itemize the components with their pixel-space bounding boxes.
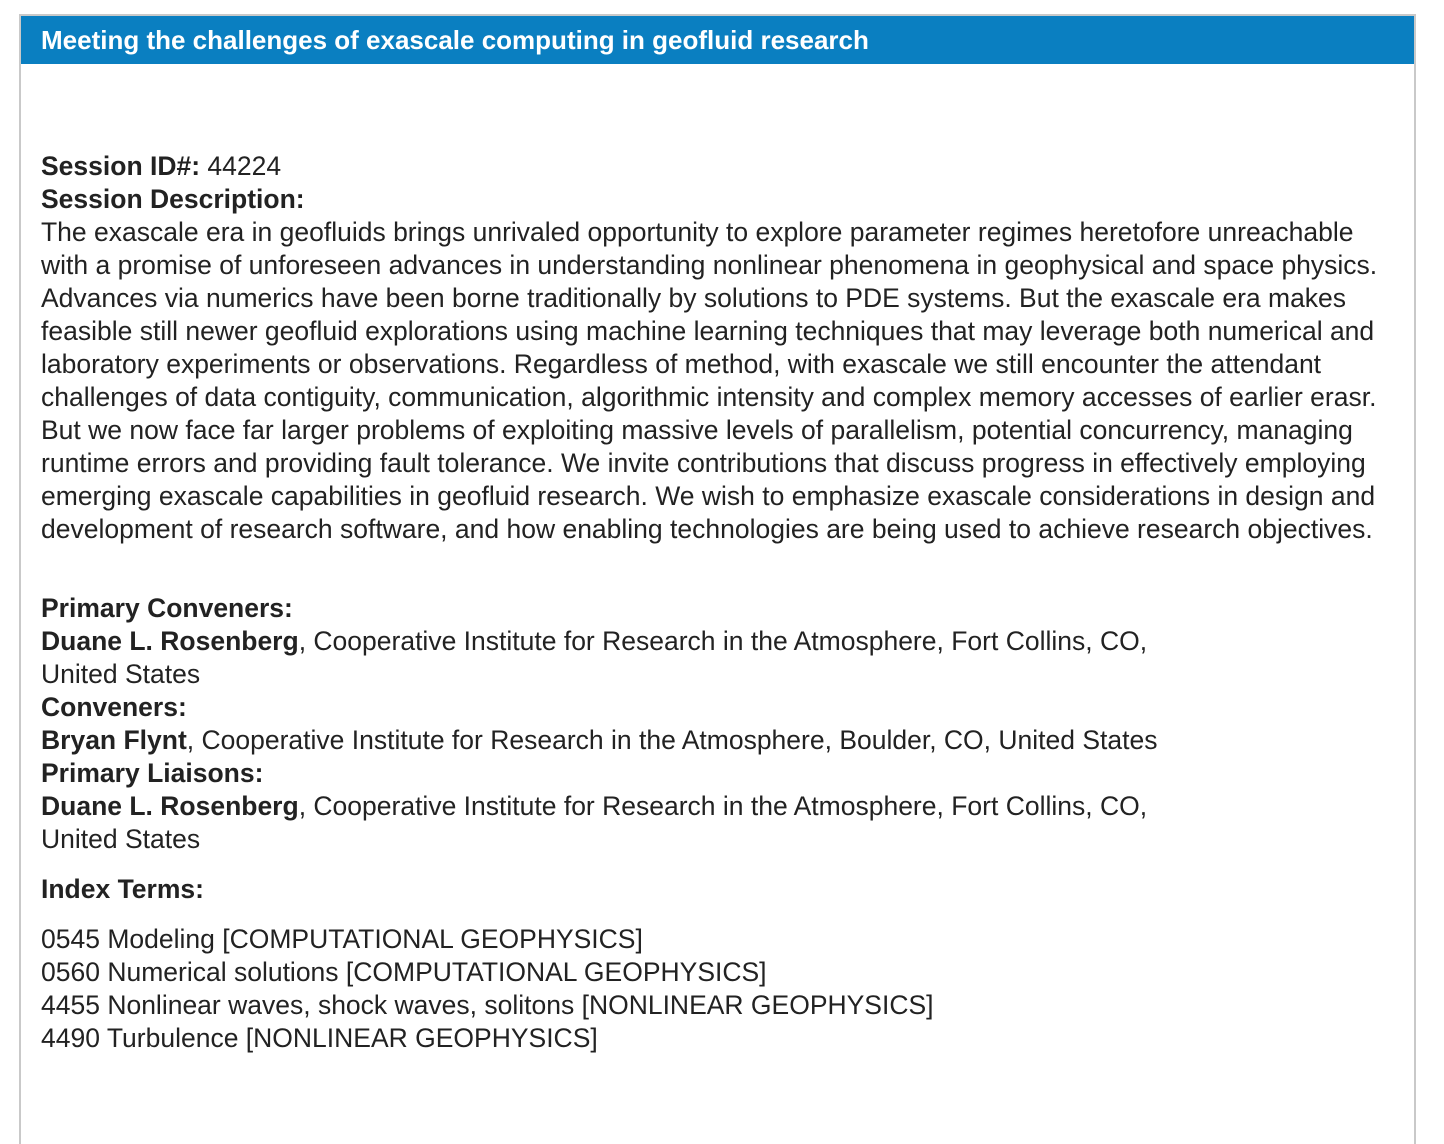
session-description-label: Session Description:: [41, 184, 305, 214]
index-term: 0560 Numerical solutions [COMPUTATIONAL GEOPHYSICS]: [41, 957, 767, 987]
spacer: [41, 546, 1401, 592]
panel-header: [21, 16, 1414, 64]
session-panel: [19, 14, 1416, 1144]
primary-liaison-name: Duane L. Rosenberg: [41, 791, 299, 821]
session-id-row: [41, 150, 1401, 183]
primary-conveners-label: Primary Conveners:: [41, 593, 293, 623]
index-term: 4455 Nonlinear waves, shock waves, solitons [NONLINEAR GEOPHYSICS]: [41, 990, 934, 1020]
index-terms-list: [41, 923, 1401, 1055]
spacer: [41, 906, 1401, 923]
convener-entry: [41, 724, 1401, 757]
primary-convener-affiliation: , Cooperative Institute for Research in the Atmosphere, Fort Collins, CO,: [298, 626, 1148, 656]
spacer: [41, 856, 1401, 873]
primary-liaisons-label: Primary Liaisons:: [41, 758, 264, 788]
session-description: The exascale era in geofluids brings unrivaled opportunity to explore parameter regimes heretofore unreachable with a promise of unforeseen advances in understanding nonlinear phenomena in geophysical and space physics. Advances via numerics have been borne traditionally by solutions to PDE systems. But the exascale era makes feasible still newer geofluid explorations using machine learning techniques that may leverage both numerical and laboratory experiments or observations. Regardless of method, with exascale we still encounter the attendant challenges of data contiguity, communication, algorithmic intensity and complex memory accesses of earlier erasr. But we now face far larger problems of exploiting massive levels of parallelism, potential concurrency, managing runtime errors and providing fault tolerance. We invite contributions that discuss progress in effectively employing emerging exascale capabilities in geofluid research. We wish to emphasize exascale considerations in design and development of research software, and how enabling technologies are being used to achieve research objectives.: [41, 217, 1378, 544]
conveners-label: Conveners:: [41, 692, 187, 722]
primary-liaison-affiliation: , Cooperative Institute for Research in the Atmosphere, Fort Collins, CO,: [298, 791, 1148, 821]
convener-affiliation: , Cooperative Institute for Research in the Atmosphere, Boulder, CO, United States: [186, 725, 1158, 755]
session-content: [41, 150, 1401, 1055]
primary-liaison-entry: [41, 790, 1401, 823]
index-term: 4490 Turbulence [NONLINEAR GEOPHYSICS]: [41, 1023, 598, 1053]
session-id-value: 44224: [200, 151, 282, 181]
primary-liaison-country: United States: [41, 824, 201, 854]
primary-convener-entry: [41, 625, 1401, 658]
primary-convener-country: United States: [41, 659, 201, 689]
session-title: Meeting the challenges of exascale computing in geofluid research: [41, 25, 869, 55]
primary-convener-name: Duane L. Rosenberg: [41, 626, 299, 656]
convener-name: Bryan Flynt: [41, 725, 187, 755]
index-term: 0545 Modeling [COMPUTATIONAL GEOPHYSICS]: [41, 924, 643, 954]
session-id-label: Session ID#:: [41, 151, 201, 181]
index-terms-label: Index Terms:: [41, 874, 204, 904]
